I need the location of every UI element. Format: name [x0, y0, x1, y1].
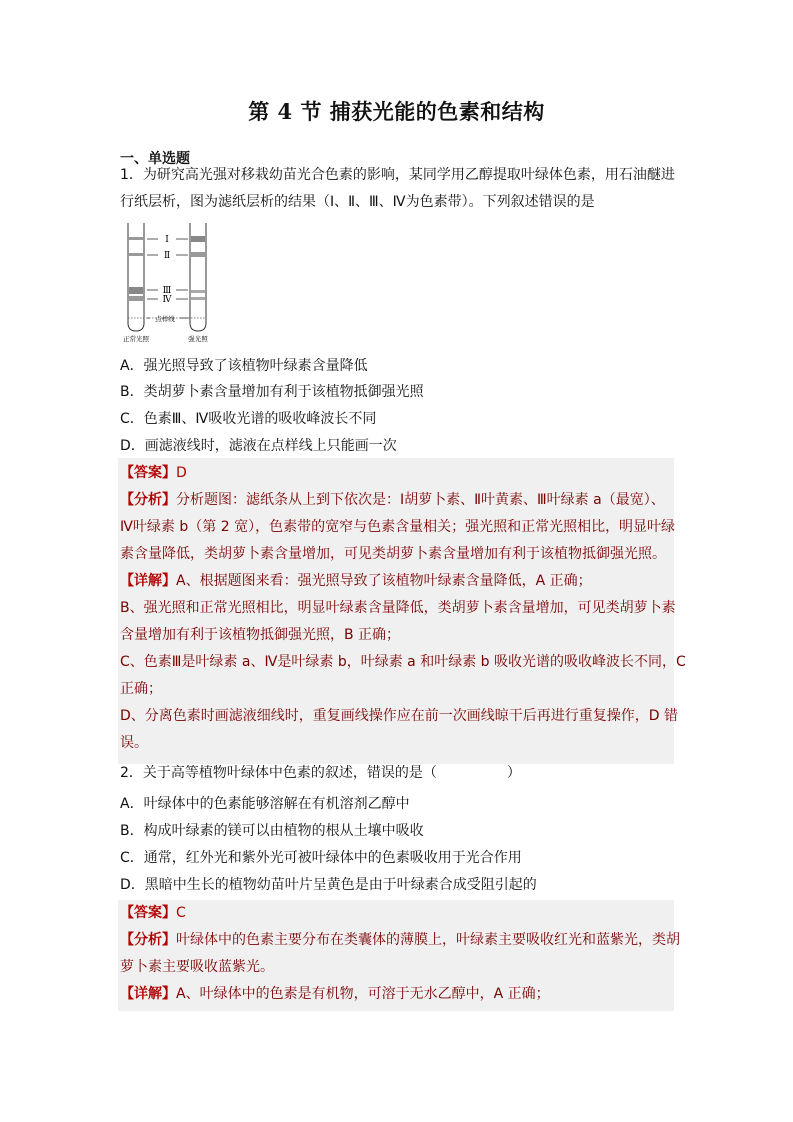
band-III-normal — [129, 287, 143, 294]
band-II-strong — [191, 252, 205, 257]
q1-analysis-line-1: 【分析】分析题图：滤纸条从上到下依次是：Ⅰ胡萝卜素、Ⅱ叶黄素、Ⅲ叶绿素 a（最宽）、 — [120, 492, 665, 508]
q2-option-d: D．黑暗中生长的植物幼苗叶片呈黄色是由于叶绿素合成受阻引起的 — [120, 877, 537, 893]
q1-option-b: B．类胡萝卜素含量增加有利于该植物抵御强光照 — [120, 384, 424, 400]
answer-value: C — [176, 905, 186, 921]
q2-analysis-line-1: 【分析】叶绿体中的色素主要分布在类囊体的薄膜上，叶绿素主要吸收红光和蓝紫光，类胡 — [120, 932, 680, 948]
q2-option-b: B．构成叶绿素的镁可以由植物的根从土壤中吸收 — [120, 823, 424, 839]
band-label-3: Ⅲ — [162, 286, 172, 296]
q1-answer — [120, 464, 676, 482]
q1-option-d: D．画滤液线时，滤液在点样线上只能画一次 — [120, 438, 397, 454]
analysis-tag: 【分析】 — [120, 932, 176, 948]
band-III-strong — [191, 290, 205, 293]
q1-detail-line-1: 【详解】A、根据题图来看：强光照导致了该植物叶绿素含量降低，A 正确； — [120, 573, 592, 589]
band-label-1: Ⅰ — [165, 235, 169, 245]
answer-tag: 【答案】 — [120, 465, 176, 481]
detail-tag: 【详解】 — [120, 986, 176, 1002]
detail-tag: 【详解】 — [120, 573, 176, 589]
label-normal-light: 正常光照 — [123, 335, 149, 343]
q1-stem-line-1: 1．为研究高光强对移栽幼苗光合色素的影响，某同学用乙醇提取叶绿体色素，用石油醚进 — [120, 167, 675, 183]
q1-analysis-line-2: Ⅳ叶绿素 b（第 2 宽），色素带的宽窄与色素含量相关；强光照和正常光照相比，明显叶绿 — [120, 519, 676, 535]
q2-option-a: A．叶绿体中的色素能够溶解在有机溶剂乙醇中 — [120, 796, 410, 812]
band-label-2: Ⅱ — [163, 251, 171, 261]
section-heading: 一、单选题 — [120, 151, 190, 167]
q1-detail-line-6: D、分离色素时画滤液细线时，重复画线操作应在前一次画线晾干后再进行重复操作，D 错 — [120, 708, 679, 724]
answer-value: D — [176, 465, 187, 481]
paper-chromatography-diagram — [122, 219, 222, 344]
q1-detail-line-4: C、色素Ⅲ是叶绿素 a、Ⅳ是叶绿素 b，叶绿素 a 和叶绿素 b 吸收光谱的吸收峰波长不同，C — [120, 654, 686, 670]
origin-label: 点样线 — [155, 315, 175, 323]
q2-detail-line-1: 【详解】A、叶绿体中的色素是有机物，可溶于无水乙醇中，A 正确； — [120, 986, 550, 1002]
page-title: 第 4 节 捕获光能的色素和结构 — [248, 99, 545, 124]
label-strong-light: 强光照 — [188, 335, 208, 343]
q2-analysis-line-2: 萝卜素主要吸收蓝紫光。 — [120, 959, 274, 975]
q1-option-a: A．强光照导致了该植物叶绿素含量降低 — [120, 358, 368, 374]
q1-detail-line-2: B、强光照和正常光照相比，明显叶绿素含量降低，类胡萝卜素含量增加，可见类胡萝卜素 — [120, 600, 676, 616]
q2-answer — [120, 904, 676, 922]
band-II-normal — [129, 253, 143, 256]
q1-detail-line-3: 含量增加有利于该植物抵御强光照，B 正确； — [120, 627, 401, 643]
analysis-tag: 【分析】 — [120, 492, 176, 508]
q1-detail-line-5: 正确； — [120, 681, 162, 697]
q1-analysis-line-3: 素含量降低，类胡萝卜素含量增加，可见类胡萝卜素含量增加有利于该植物抵御强光照。 — [120, 546, 666, 562]
band-IV-normal — [129, 296, 143, 301]
q1-option-c: C．色素Ⅲ、Ⅳ吸收光谱的吸收峰波长不同 — [120, 411, 377, 427]
band-label-4: Ⅳ — [162, 295, 172, 305]
band-IV-strong — [191, 297, 205, 300]
band-I-strong — [191, 236, 205, 242]
band-I-normal — [129, 237, 143, 240]
chromatography-figure — [122, 219, 222, 348]
q2-option-c: C．通常，红外光和紫外光可被叶绿体中的色素吸收用于光合作用 — [120, 850, 522, 866]
q2-stem: 2．关于高等植物叶绿体中色素的叙述，错误的是（ ） — [120, 765, 521, 781]
q1-detail-line-7: 误。 — [120, 735, 148, 751]
answer-tag: 【答案】 — [120, 905, 176, 921]
q1-stem-line-2: 行纸层析，图为滤纸层析的结果（Ⅰ、Ⅱ、Ⅲ、Ⅳ为色素带）。下列叙述错误的是 — [120, 194, 595, 210]
